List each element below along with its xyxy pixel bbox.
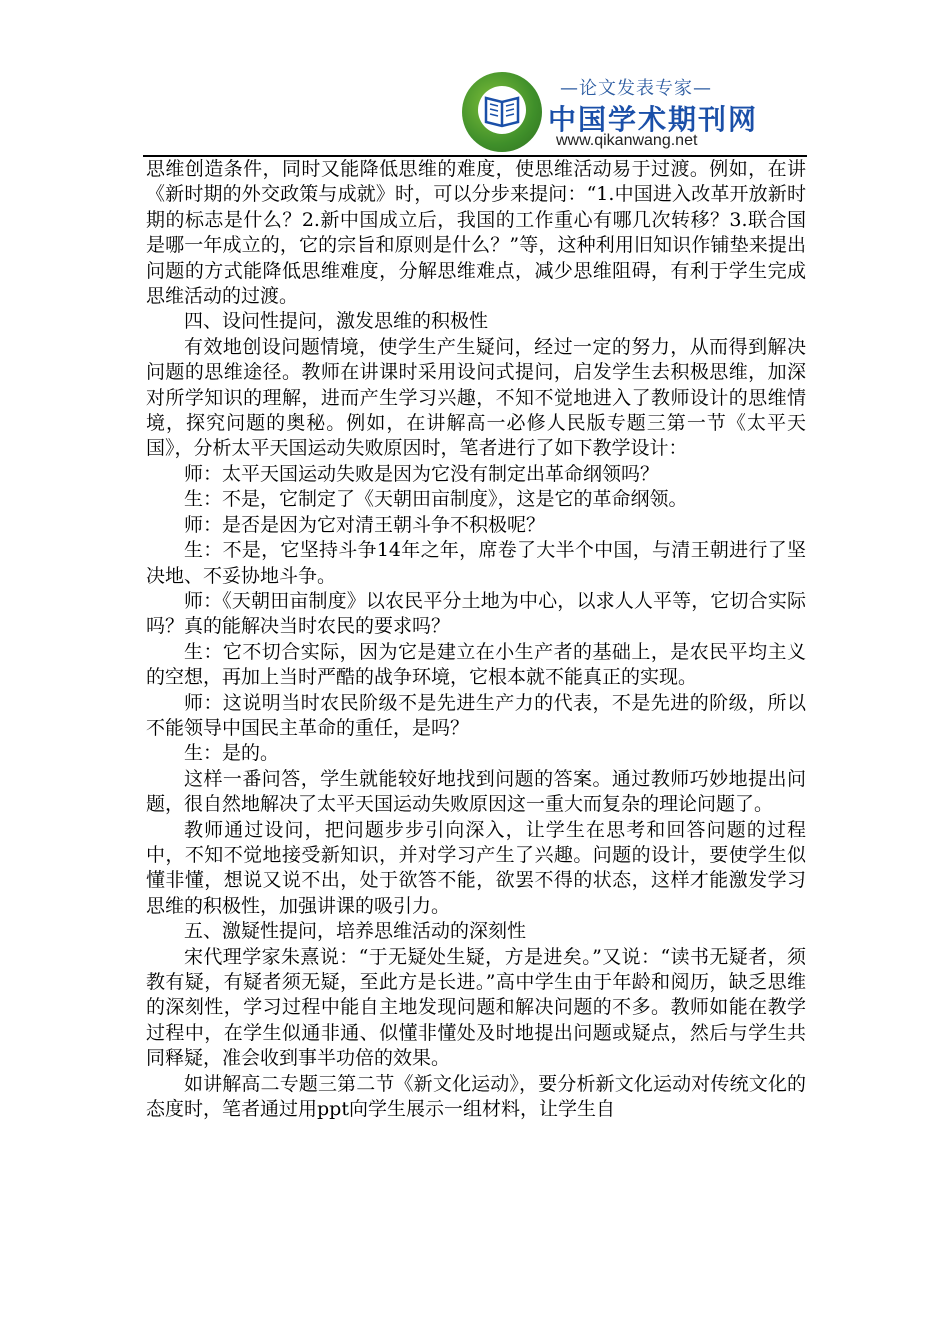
- page-header: [0, 0, 950, 158]
- site-name: 中国学术期刊网: [548, 103, 759, 136]
- document-body: [146, 157, 806, 1122]
- paragraph: 宋代理学家朱熹说：“于无疑处生疑，方是进矣。”又说：“读书无疑者，须教有疑，有疑者须无疑，至此方是长进。”高中学生由于年龄和阅历，缺乏思维的深刻性，学习过程中能自主地发现问题和解决问题的不多。教师如能在教学过程中，在学生似通非通、似懂非懂处及时地提出问题或疑点，然后与学生共同释疑，准会收到事半功倍的效果。: [146, 945, 806, 1070]
- paragraph: 思维创造条件，同时又能降低思维的难度，使思维活动易于过渡。例如，在讲《新时期的外交政策与成就》时，可以分步来提问：“1.中国进入改革开放新时期的标志是什么？2.新中国成立后，我国的工作重心有哪几次转移？3.联合国是哪一年成立的，它的宗旨和原则是什么？”等，这种利用旧知识作铺垫来提出问题的方式能降低思维难度，分解思维难点，减少思维阻碍，有利于学生完成思维活动的过渡。: [146, 158, 806, 308]
- dialogue-line: 师：太平天国运动失败是因为它没有制定出革命纲领吗？: [184, 462, 660, 485]
- tagline: —论文发表专家—: [560, 78, 712, 99]
- section-heading: 五、激疑性提问，培养思维活动的深刻性: [184, 920, 527, 943]
- paragraph: 教师通过设问，把问题步步引向深入，让学生在思考和回答问题的过程中，不知不觉地接受新知识，并对学习产生了兴趣。问题的设计，要使学生似懂非懂，想说又说不出，处于欲答不能，欲罢不得的状态，这样才能激发学习思维的积极性，加强讲课的吸引力。: [146, 818, 806, 917]
- dialogue-line: 生：它不切合实际，因为它是建立在小生产者的基础上，是农民平均主义的空想，再加上当时严酷的战争环境，它根本就不能真正的实现。: [146, 640, 806, 689]
- site-url[interactable]: www.qikanwang.net: [556, 132, 698, 149]
- dialogue-line: 生：不是，它制定了《天朝田亩制度》，这是它的革命纲领。: [184, 488, 688, 511]
- book-icon: [482, 92, 522, 128]
- dialogue-line: 生：是的。: [184, 742, 280, 765]
- paragraph: 有效地创设问题情境，使学生产生疑问，经过一定的努力，从而得到解决问题的思维途径。教师在讲课时采用设问式提问，启发学生去积极思维，加深对所学知识的理解，进而产生学习兴趣，不知不觉地进入了教师设计的思维情境，探究问题的奥秘。例如，在讲解高一必修人民版专题三第一节《太平天国》，分析太平天国运动失败原因时，笔者进行了如下教学设计：: [146, 335, 806, 460]
- dialogue-line: 师：这说明当时农民阶级不是先进生产力的代表，不是先进的阶级，所以不能领导中国民主革命的重任，是吗？: [146, 691, 806, 739]
- paragraph: 如讲解高二专题三第二节《新文化运动》，要分析新文化运动对传统文化的态度时，笔者通过用ppt向学生展示一组材料，让学生自: [146, 1072, 806, 1121]
- dialogue-line: 生：不是，它坚持斗争14年之年，席卷了大半个中国，与清王朝进行了坚决地、不妥协地斗争。: [146, 539, 806, 587]
- paragraph: 这样一番问答，学生就能较好地找到问题的答案。通过教师巧妙地提出问题，很自然地解决了太平天国运动失败原因这一重大而复杂的理论问题了。: [146, 767, 806, 816]
- dialogue-line: 师：是否是因为它对清王朝斗争不积极呢？: [184, 513, 546, 536]
- section-heading: 四、设问性提问，激发思维的积极性: [184, 310, 489, 333]
- dialogue-line: 师：《天朝田亩制度》以农民平分土地为中心，以求人人平等，它切合实际吗？真的能解决当时农民的要求吗？: [146, 589, 806, 638]
